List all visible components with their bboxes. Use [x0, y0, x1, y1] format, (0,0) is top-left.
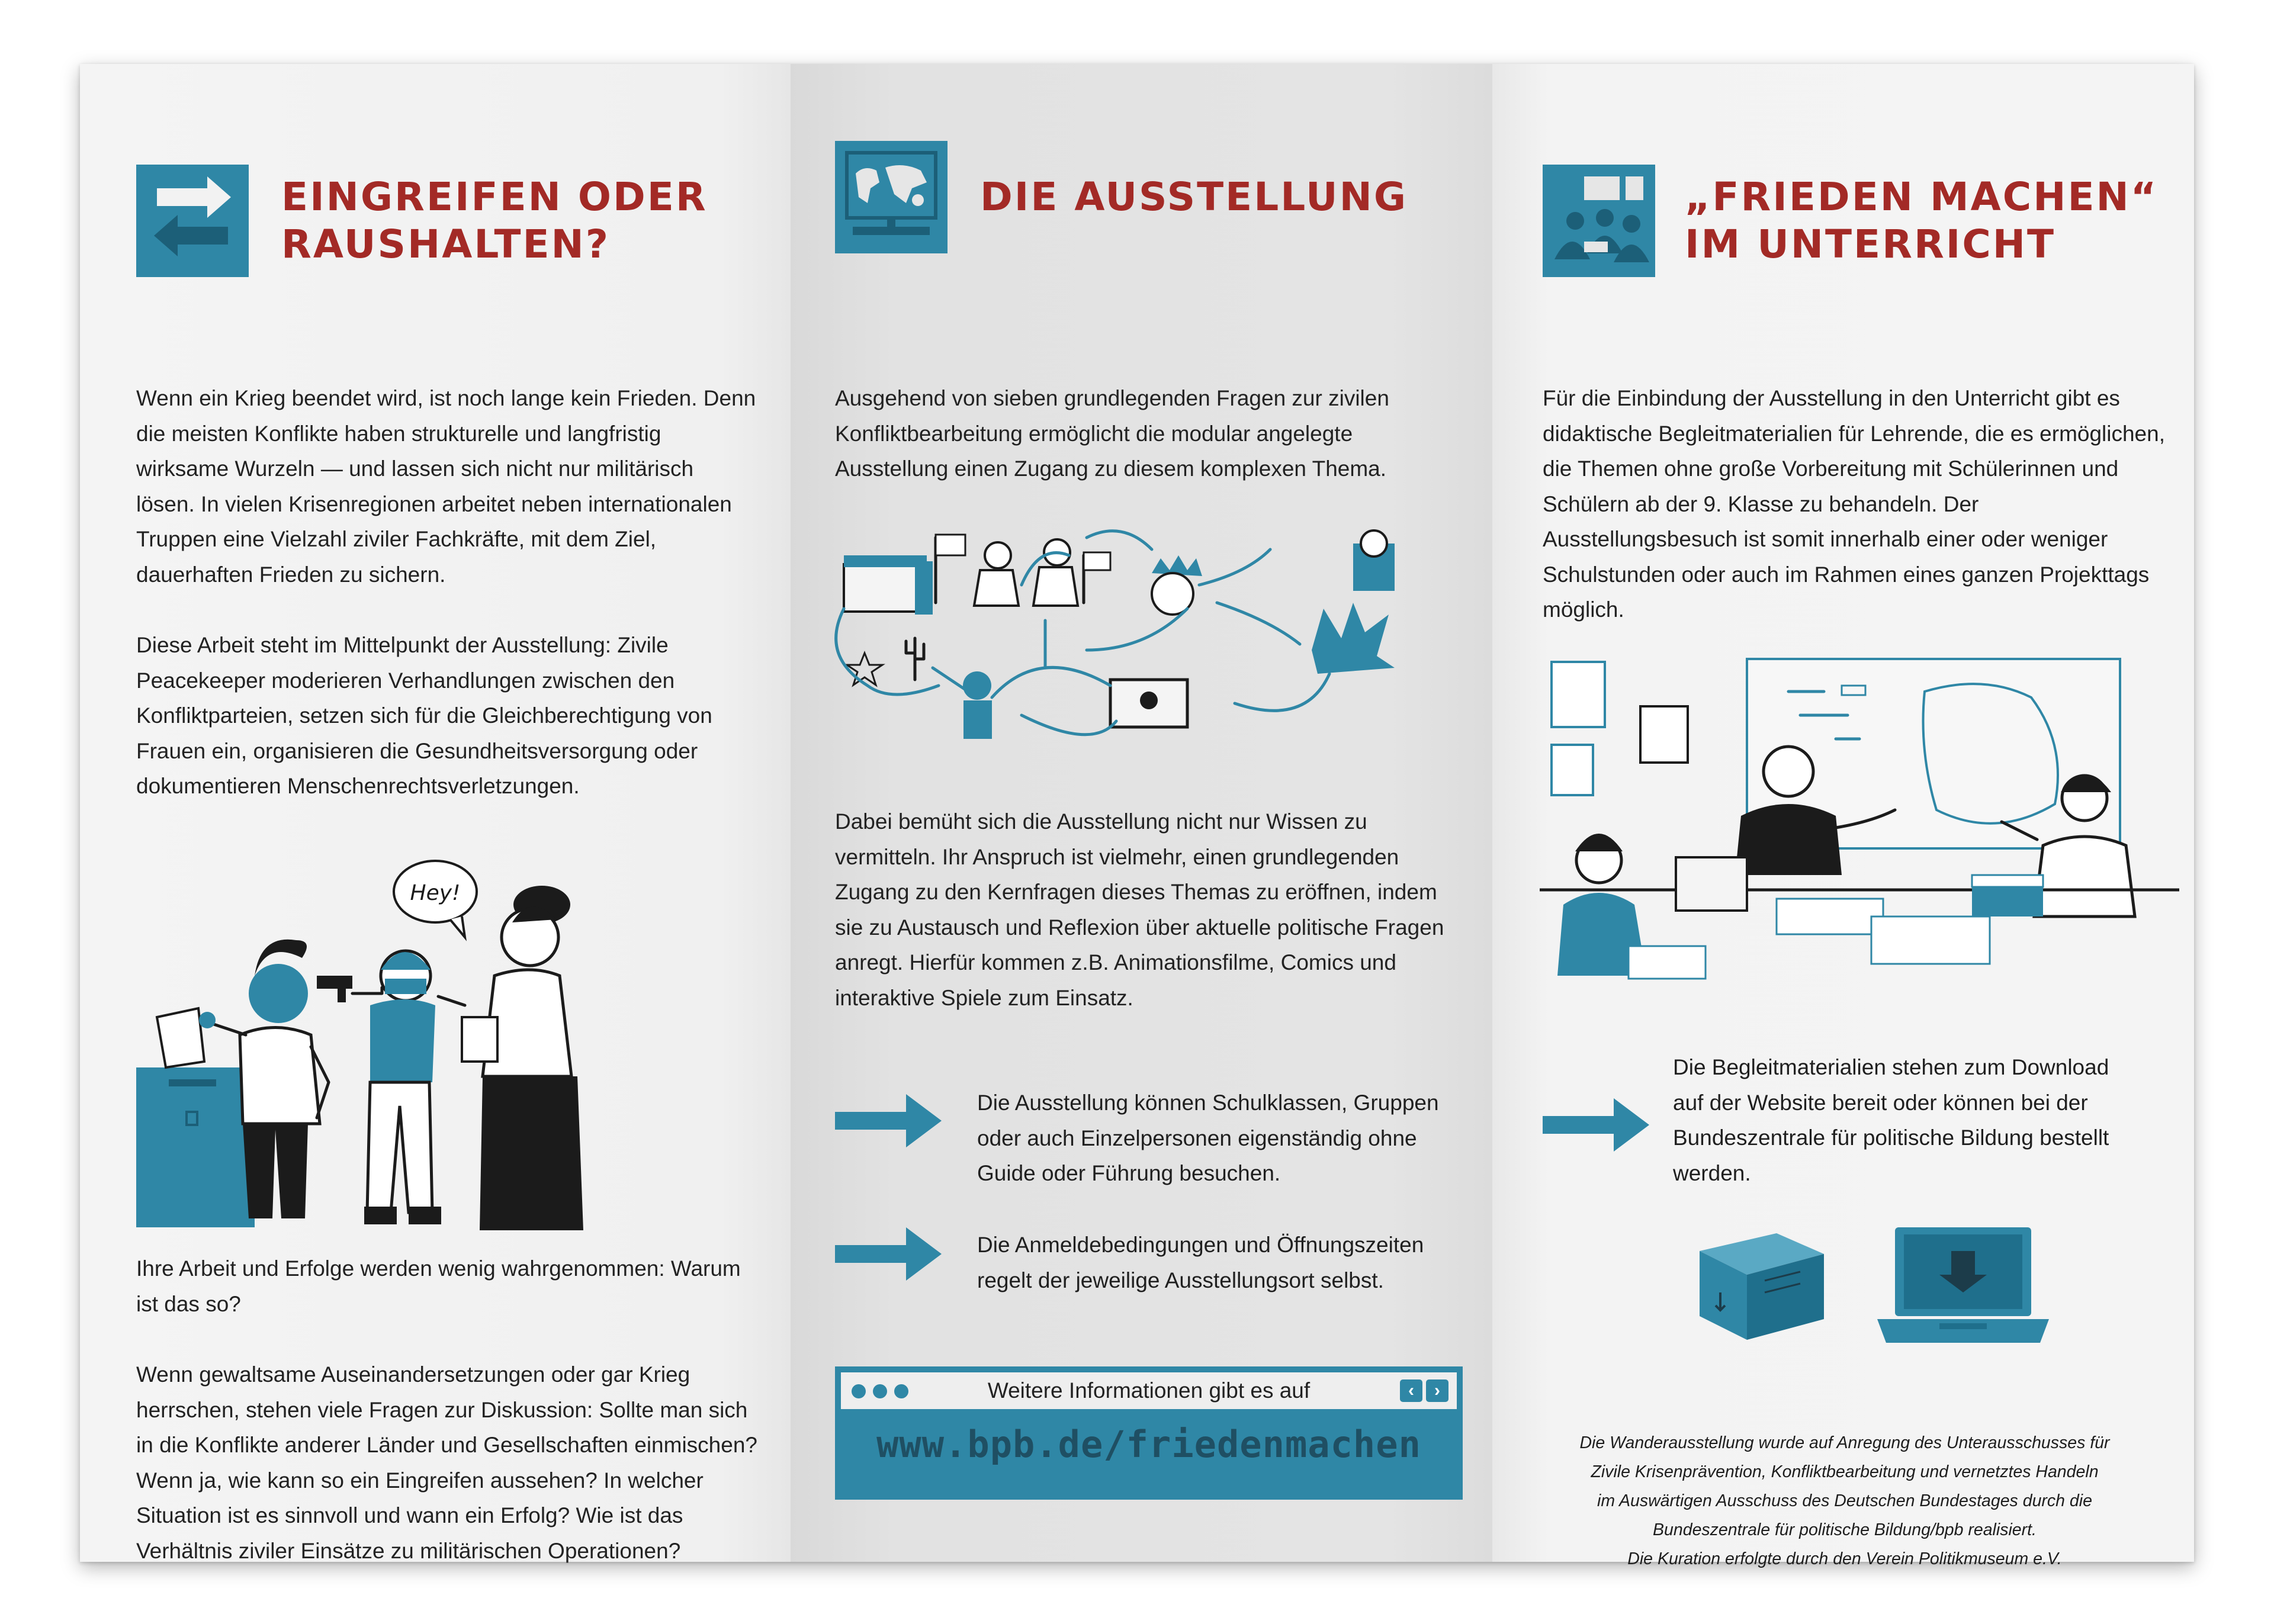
section-title: DIE AUSSTELLUNG	[980, 174, 1408, 220]
arrow-right-icon	[835, 1094, 942, 1147]
classroom-icon	[1543, 165, 1655, 277]
arrows-icon	[136, 165, 249, 277]
mission-text	[835, 804, 1451, 1051]
paragraph: Für die Einbindung der Ausstellung in den Unterricht gibt es didaktische Begleitmaterialien für Lehrende, die es ermöglichen, die Themen ohne große Vorbereitung mit Schülerinnen und Schülern ab der 9. Klasse zu behandeln. Der Ausstellungsbesuch ist somit innerhalb einer oder weniger Schulstunden oder auch im Rahmen eines ganzen Projekttags möglich.	[1543, 386, 2165, 622]
credit-line: Zivile Krisenprävention, Konfliktbearbeitung und vernetztes Handeln	[1591, 1462, 2099, 1481]
credit-line: Bundeszentrale für politische Bildung/bpb realisiert.	[1653, 1520, 2037, 1539]
conflict-diagram-illustration	[832, 520, 1460, 745]
speech-bubble-text: Hey!	[410, 881, 461, 905]
browser-toolbar	[841, 1372, 1457, 1409]
bullet-text: Die Begleitmaterialien stehen zum Download auf der Website bereit oder können bei der Bundeszentrale für politische Bildung bestellt werden.	[1673, 1055, 2109, 1185]
forward-icon[interactable]: ›	[1426, 1379, 1448, 1402]
info-bullet	[835, 1227, 1469, 1298]
download-bullet	[1543, 1050, 2141, 1191]
package-icon	[1688, 1221, 1836, 1346]
arrow-right-icon	[835, 1227, 942, 1281]
ballot-box	[136, 1067, 255, 1227]
world-map-icon	[835, 141, 948, 253]
intro-text	[136, 381, 758, 840]
back-icon[interactable]: ‹	[1400, 1379, 1422, 1402]
website-banner[interactable]	[835, 1366, 1463, 1500]
panel-header	[835, 141, 1408, 253]
peacekeeper-illustration	[133, 857, 749, 1242]
info-bullet	[835, 1085, 1469, 1191]
browser-label: Weitere Informationen gibt es auf	[987, 1378, 1311, 1403]
credit-line: Die Wanderausstellung wurde auf Anregung des Unterausschusses für	[1579, 1433, 2110, 1452]
bullet-text: Die Anmeldebedingungen und Öffnungszeiten regelt der jeweilige Ausstellungsort selbst.	[977, 1233, 1424, 1292]
credit-note	[1528, 1429, 2161, 1574]
credit-line: im Auswärtigen Ausschuss des Deutschen Bundestages durch die	[1597, 1491, 2092, 1510]
intro-text	[835, 381, 1451, 522]
section-title: EINGREIFEN ODER RAUSHALTEN?	[281, 173, 708, 267]
classroom-illustration	[1540, 650, 2179, 988]
laptop-download-icon	[1874, 1221, 2052, 1352]
paragraph: Ihre Arbeit und Erfolge werden wenig wahrgenommen: Warum ist das so?	[136, 1256, 741, 1316]
closing-text	[136, 1251, 758, 1604]
flyer-sheet	[80, 64, 2194, 1568]
panel-header	[136, 141, 708, 301]
panel-eingreifen	[80, 64, 791, 1562]
bullet-text: Die Ausstellung können Schulklassen, Gruppen oder auch Einzelpersonen eigenständig ohne Guide oder Führung besuchen.	[977, 1091, 1439, 1185]
intro-text	[1543, 381, 2170, 663]
paragraph: Wenn ein Krieg beendet wird, ist noch lange kein Frieden. Denn die meisten Konflikte haben strukturelle und langfristig wirksame Wurzeln — und lassen sich nicht nur militärisch lösen. In vielen Krisenregionen arbeitet neben internationalen Truppen eine Vielzahl ziviler Fachkräfte, mit dem Ziel, dauerhaften Frieden zu sichern.	[136, 386, 756, 587]
panel-header	[1543, 141, 2158, 301]
paragraph: Ausgehend von sieben grundlegenden Fragen zur zivilen Konfliktbearbeitung ermöglicht die modular angelegte Ausstellung einen Zugang zu diesem komplexen Thema.	[835, 386, 1389, 481]
paragraph: Dabei bemüht sich die Ausstellung nicht nur Wissen zu vermitteln. Ihr Anspruch ist vielmehr, einen grundlegenden Zugang zu den Kernfragen dieses Themas zu eröffnen, indem sie zu Austausch und Reflexion über aktuelle politische Fragen anregt. Hierfür kommen z.B. Animationsfilme, Comics und interaktive Spiele zum Einsatz.	[835, 809, 1444, 1010]
browser-nav	[1400, 1379, 1448, 1402]
panel-ausstellung	[791, 64, 1492, 1562]
paragraph: Wenn gewaltsame Auseinandersetzungen oder gar Krieg herrschen, stehen viele Fragen zur Diskussion: Sollte man sich in die Konflikte anderer Länder und Gesellschaften einmischen? Wenn ja, wie kann so ein Eingreifen aussehen? In welcher Situation ist es sinnvoll und wann ein Erfolg? Wie ist das Verhältnis ziviler Einsätze zu militärischen Operationen?	[136, 1362, 757, 1563]
website-url-link[interactable]: www.bpb.de/friedenmachen	[876, 1423, 1421, 1466]
paragraph: Diese Arbeit steht im Mittelpunkt der Ausstellung: Zivile Peacekeeper moderieren Verhandlungen zwischen den Konfliktparteien, setzen sich für die Gleichberechtigung von Frauen ein, organisieren die Gesundheitsversorgung oder dokumentieren Menschenrechtsverletzungen.	[136, 633, 712, 798]
credit-line: Die Kuration erfolgte durch den Verein Politikmuseum e.V.	[1627, 1549, 2062, 1568]
panel-unterricht	[1492, 64, 2194, 1568]
section-title: „FRIEDEN MACHEN“ IM UNTERRICHT	[1685, 173, 2159, 267]
arrow-right-icon	[1543, 1098, 1649, 1152]
